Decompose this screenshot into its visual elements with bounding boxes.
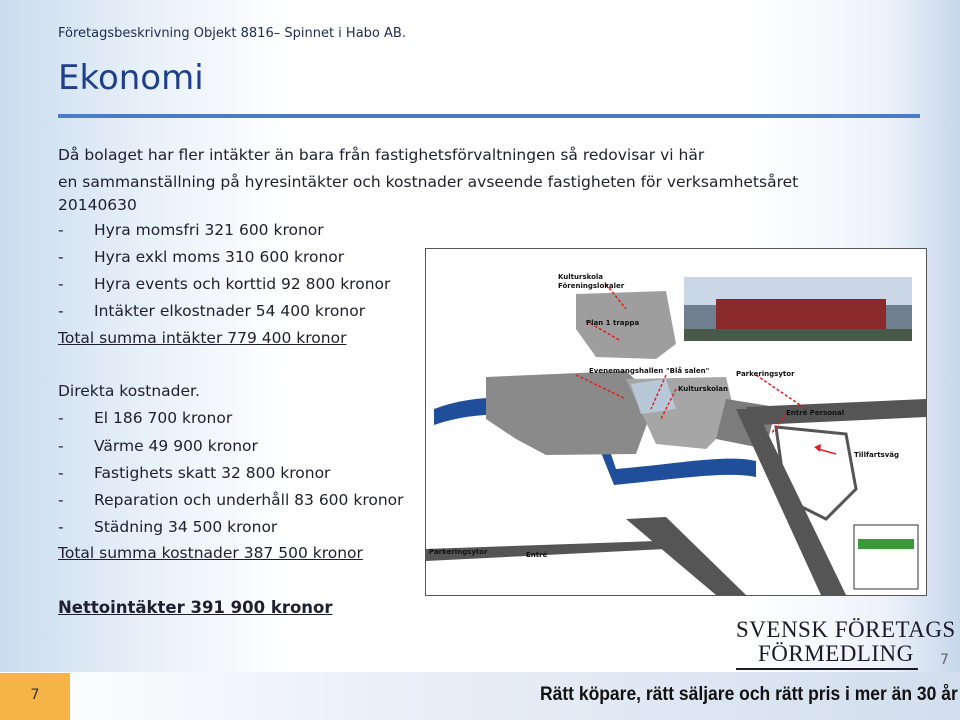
label-entre: Entré (526, 551, 548, 559)
label-kulturskolan: Kulturskolan (678, 385, 729, 393)
logo-underline (736, 668, 918, 670)
arrow-parkering (756, 375, 806, 409)
arrow-tillfart-head (814, 444, 821, 452)
company-logo-line2: FÖRMEDLING (758, 641, 914, 666)
cost-item: - Fastighets skatt 32 800 kronor (58, 464, 331, 482)
photo-building (716, 299, 886, 329)
intro-line-2: en sammanställning på hyresintäkter och kostnader avseende fastigheten för verksamhetsåret (58, 173, 799, 191)
page-badge-number: 7 (30, 687, 40, 703)
cost-item-text: Städning 34 500 kronor (94, 518, 278, 536)
cost-item: - El 186 700 kronor (58, 409, 233, 427)
road-entry (626, 517, 746, 595)
title-block-logo (858, 539, 914, 549)
drawing-title-block (854, 525, 918, 589)
site-plan-drawing (426, 249, 926, 595)
income-item-text: Hyra events och korttid 92 800 kronor (94, 275, 391, 293)
income-total: Total summa intäkter 779 400 kronor (58, 329, 347, 347)
income-item-text: Intäkter elkostnader 54 400 kronor (94, 302, 366, 320)
label-kulturskola: Kulturskola (558, 273, 604, 281)
label-parkering-bottom: Parkeringsytor (429, 548, 488, 556)
label-blasalen: "Blå salen" (666, 367, 710, 375)
cost-item-text: Reparation och underhåll 83 600 kronor (94, 491, 404, 509)
document-header: Företagsbeskrivning Objekt 8816– Spinnet i Habo AB. (58, 26, 406, 41)
label-evenemang: Evenemangshallen (589, 367, 664, 375)
label-plan1: Plan 1 trappa (586, 319, 640, 327)
income-item-text: Hyra exkl moms 310 600 kronor (94, 248, 345, 266)
income-item-text: Hyra momsfri 321 600 kronor (94, 221, 324, 239)
income-item: - Hyra momsfri 321 600 kronor (58, 221, 324, 239)
label-parkering-top: Parkeringsytor (736, 370, 795, 378)
intro-line-3: 20140630 (58, 196, 137, 214)
net-income: Nettointäkter 391 900 kronor (58, 598, 333, 617)
photo-ground (684, 329, 912, 341)
income-item: - Intäkter elkostnader 54 400 kronor (58, 302, 366, 320)
site-plan-image (425, 248, 927, 596)
cost-item-text: El 186 700 kronor (94, 409, 233, 427)
arrow-tillfart (818, 449, 836, 454)
intro-line-1: Då bolaget har fler intäkter än bara från fastighetsförvaltningen så redovisar vi här (58, 146, 705, 164)
cost-item-text: Fastighets skatt 32 800 kronor (94, 464, 331, 482)
footer-slogan: Rätt köpare, rätt säljare och rätt pris i mer än 30 år (540, 684, 958, 705)
company-logo-line1: SVENSK FÖRETAGS (736, 617, 956, 642)
page-badge (0, 673, 70, 720)
income-item: - Hyra exkl moms 310 600 kronor (58, 248, 345, 266)
label-tillfart: Tillfartsväg (854, 451, 900, 459)
title-divider (58, 114, 920, 118)
label-entre-personal: Entré Personal (786, 409, 845, 417)
cost-item-text: Värme 49 900 kronor (94, 437, 258, 455)
income-item: - Hyra events och korttid 92 800 kronor (58, 275, 391, 293)
costs-total: Total summa kostnader 387 500 kronor (58, 544, 363, 562)
cost-item: - Värme 49 900 kronor (58, 437, 258, 455)
page-number: 7 (940, 652, 949, 668)
label-foreningslokaler: Föreningslokaler (558, 282, 625, 290)
cost-item: - Reparation och underhåll 83 600 kronor (58, 491, 404, 509)
cost-item: - Städning 34 500 kronor (58, 518, 278, 536)
page-title: Ekonomi (58, 58, 204, 98)
costs-heading: Direkta kostnader. (58, 382, 200, 400)
